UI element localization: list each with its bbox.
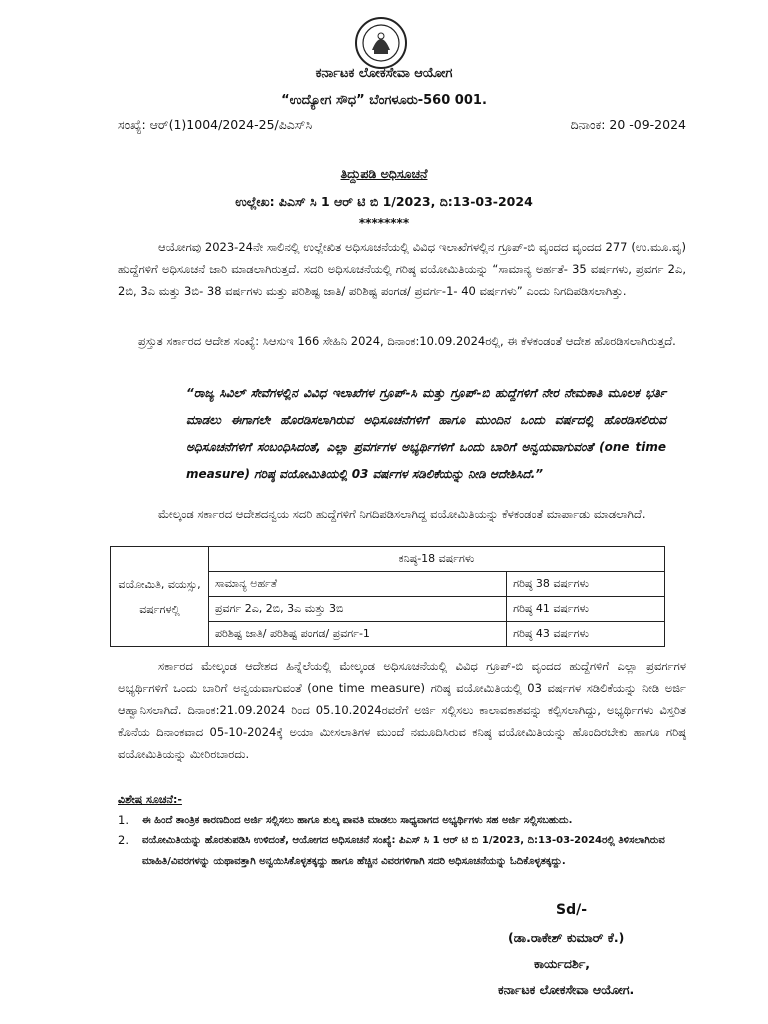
special-notes-title: ವಿಶೇಷ ಸೂಚನೆ:- xyxy=(118,793,182,806)
notice-subject: ಉಲ್ಲೇಖ: ಪಿಎಸ್ ಸಿ 1 ಆರ್ ಟಿ ಬಿ 1/2023, ದಿ:13-03-2024 xyxy=(235,194,533,209)
notice-title xyxy=(0,166,768,182)
signatory-name: (ಡಾ.ರಾಕೇಶ್ ಕುಮಾರ್ ಕೆ.) xyxy=(508,930,625,945)
max-age-cell: ಗರಿಷ್ಠ 41 ವರ್ಷಗಳು xyxy=(507,597,665,622)
note-text: ಈ ಹಿಂದೆ ತಾಂತ್ರಿಕ ಕಾರಣದಿಂದ ಅರ್ಜಿ ಸಲ್ಲಿಸಲು ಹಾಗೂ ಶುಲ್ಕ ಪಾವತಿ ಮಾಡಲು ಸಾಧ್ಯವಾಗದ ಅಭ್ಯರ್ಥಿಗಳು ಸಹ ಅರ್ಜಿ ಸಲ್ಲಿಸಬಹುದು. xyxy=(142,815,573,826)
category-cell: ಪ್ರವರ್ಗ 2ಎ, 2ಬಿ, 3ಎ ಮತ್ತು 3ಬಿ xyxy=(209,597,507,622)
signature-sd: Sd/- xyxy=(556,902,588,918)
government-order-quote: “ರಾಜ್ಯ ಸಿವಿಲ್ ಸೇವೆಗಳಲ್ಲಿನ ವಿವಿಧ ಇಲಾಖೆಗಳ ಗ್ರೂಪ್-ಸಿ ಮತ್ತು ಗ್ರೂಪ್-ಬಿ ಹುದ್ದೆಗಳಿಗೆ ನೇರ ನೇಮಕಾತಿ ಮೂಲಕ ಭರ್ತಿ ಮಾಡಲು ಈಗಾಗಲೇ ಹೊರಡಿಸಲಾಗಿರುವ ಅಧಿಸೂಚನೆಗಳಿಗೆ ಹಾಗೂ ಮುಂದಿನ ಒಂದು ವರ್ಷದಲ್ಲಿ ಹೊರಡಿಸಲಿರುವ ಅಧಿಸೂಚನೆಗಳಿಗೆ ಸಂಬಂಧಿಸಿದಂತೆ, ಎಲ್ಲಾ ಪ್ರವರ್ಗಗಳ ಅಭ್ಯರ್ಥಿಗಳಿಗೆ ಒಂದು ಬಾರಿಗೆ ಅನ್ವಯವಾಗುವಂತೆ (one time measure) ಗರಿಷ್ಠ ವಯೋಮಿತಿಯಲ್ಲಿ 03 ವರ್ಷಗಳ ಸಡಿಲಿಕೆಯನ್ನು ನೀಡಿ ಆದೇಶಿಸಿದೆ.” xyxy=(186,386,666,481)
paragraph-4: ಸರ್ಕಾರದ ಮೇಲ್ಕಂಡ ಆದೇಶದ ಹಿನ್ನೆಲೆಯಲ್ಲಿ ಮೇಲ್ಕಂಡ ಅಧಿಸೂಚನೆಯಲ್ಲಿ ವಿವಿಧ ಗ್ರೂಪ್-ಬಿ ವೃಂದದ ಹುದ್ದೆಗಳಿಗೆ ಎಲ್ಲಾ ಪ್ರವರ್ಗಗಳ ಅಭ್ಯರ್ಥಿಗಳಿಗೆ ಒಂದು ಬಾರಿಗೆ ಅನ್ವಯವಾಗುವಂತೆ (one time measure) ಗರಿಷ್ಠ ವಯೋಮಿತಿಯಲ್ಲಿ 03 ವರ್ಷಗಳ ಸಡಿಲಿಕೆಯನ್ನು ನೀಡಿ ಅರ್ಜಿ ಆಹ್ವಾನಿಸಲಾಗಿದೆ. ದಿನಾಂಕ:21.09.2024 ರಿಂದ 05.10.2024ರವರೆಗೆ ಅರ್ಜಿ ಸಲ್ಲಿಸಲು ಕಾಲಾವಕಾಶವನ್ನು ಕಲ್ಪಿಸಲಾಗಿದ್ದು, ಅಭ್ಯರ್ಥಿಗಳು ವಿಸ್ತರಿತ ಕೊನೆಯ ದಿನಾಂಕವಾದ 05-10-2024ಕ್ಕೆ ಅಯಾ ಮೀಸಲಾತಿಗಳ ಮುಂದೆ ನಮೂದಿಸಿರುವ ಕನಿಷ್ಠ ವಯೋಮಿತಿಯನ್ನು ಹೊಂದಿರಬೇಕು ಹಾಗೂ ಗರಿಷ್ಠ ವಯೋಮಿತಿಯನ್ನು ಮೀರಿರಬಾರದು. xyxy=(118,659,686,761)
list-item xyxy=(118,810,688,831)
karnataka-emblem-icon xyxy=(354,16,408,70)
paragraph-3: ಮೇಲ್ಕಂಡ ಸರ್ಕಾರದ ಆದೇಶದನ್ವಯ ಸದರಿ ಹುದ್ದೆಗಳಿಗೆ ನಿಗದಿಪಡಿಸಲಾಗಿದ್ದ ವಯೋಮಿತಿಯನ್ನು ಕೆಳಕಂಡಂತೆ ಮಾರ್ಪಾಡು ಮಾಡಲಾಗಿದೆ. xyxy=(158,507,646,521)
max-age-cell: ಗರಿಷ್ಠ 43 ವರ್ಷಗಳು xyxy=(507,622,665,647)
category-cell: ಪರಿಶಿಷ್ಟ ಜಾತಿ/ ಪರಿಶಿಷ್ಟ ಪಂಗಡ/ ಪ್ರವರ್ಗ-1 xyxy=(209,622,507,647)
notice-date: ದಿನಾಂಕ: 20 -09-2024 xyxy=(570,117,686,132)
separator-stars: ******** xyxy=(358,216,410,230)
note-text: ವಯೋಮಿತಿಯನ್ನು ಹೊರತುಪಡಿಸಿ ಉಳಿದಂತೆ, ಆಯೋಗದ ಅಧಿಸೂಚನೆ ಸಂಖ್ಯೆ: ಪಿಎಸ್ ಸಿ 1 ಆರ್ ಟಿ ಬಿ 1/2023, ದಿ:13-03-2024ರಲ್ಲಿ ತಿಳಿಸಲಾಗಿರುವ ಮಾಹಿತಿ/ವಿವರಗಳನ್ನು ಯಥಾವತ್ತಾಗಿ ಅನ್ವಯಿಸಿಕೊಳ್ಳತಕ್ಕದ್ದು ಹಾಗೂ ಹೆಚ್ಚಿನ ವಿವರಗಳಿಗಾಗಿ ಸದರಿ ಅಧಿಸೂಚನೆಯನ್ನು ಓದಿಕೊಳ್ಳತಕ್ಕದ್ದು. xyxy=(142,835,665,867)
max-age-cell: ಗರಿಷ್ಠ 38 ವರ್ಷಗಳು xyxy=(507,572,665,597)
signatory-designation: ಕಾರ್ಯದರ್ಶಿ, xyxy=(534,956,591,971)
list-item xyxy=(118,830,688,872)
age-row-header: ವಯೋಮಿತಿ, ವಯಸ್ಸು, ವರ್ಷಗಳಲ್ಲಿ xyxy=(111,547,209,647)
notice-title-text: ತಿದ್ದುಪಡಿ ಅಧಿಸೂಚನೆ xyxy=(340,166,428,181)
org-name: ಕರ್ನಾಟಕ ಲೋಕಸೇವಾ ಆಯೋಗ xyxy=(315,66,453,81)
note-number: 2. xyxy=(118,833,129,847)
signatory-org: ಕರ್ನಾಟಕ ಲೋಕಸೇವಾ ಆಯೋಗ. xyxy=(498,982,635,997)
paragraph-2: ಪ್ರಸ್ತುತ ಸರ್ಕಾರದ ಆದೇಶ ಸಂಖ್ಯೆ: ಸಿಆಸುಇ 166 ಸೇಹಿನಿ 2024, ದಿನಾಂಕ:10.09.2024ರಲ್ಲಿ, ಈ ಕೆಳಕಂಡಂತೆ ಆದೇಶ ಹೊರಡಿಸಲಾಗಿರುತ್ತದೆ. xyxy=(138,334,676,348)
reference-number: ಸಂಖ್ಯೆ: ಆರ್(1)1004/2024-25/ಪಿಎಸ್‌ಸಿ xyxy=(118,117,313,132)
category-cell: ಸಾಮಾನ್ಯ ಅರ್ಹತೆ xyxy=(209,572,507,597)
paragraph-1: ಆಯೋಗವು 2023-24ನೇ ಸಾಲಿನಲ್ಲಿ ಉಲ್ಲೇಖಿತ ಅಧಿಸೂಚನೆಯಲ್ಲಿ ವಿವಿಧ ಇಲಾಖೆಗಳಲ್ಲಿನ ಗ್ರೂಪ್-ಬಿ ವೃಂದದ ವೃಂದದ 277 (ಉ.ಮೂ.ವೃ) ಹುದ್ದೆಗಳಿಗೆ ಅಧಿಸೂಚನೆ ಜಾರಿ ಮಾಡಲಾಗಿರುತ್ತದೆ. ಸದರಿ ಅಧಿಸೂಚನೆಯಲ್ಲಿ ಗರಿಷ್ಠ ವಯೋಮಿತಿಯನ್ನು “ಸಾಮಾನ್ಯ ಅರ್ಹತೆ- 35 ವರ್ಷಗಳು, ಪ್ರವರ್ಗ 2ಎ, 2ಬಿ, 3ಎ ಮತ್ತು 3ಬಿ- 38 ವರ್ಷಗಳು ಮತ್ತು ಪರಿಶಿಷ್ಟ ಜಾತಿ/ ಪರಿಶಿಷ್ಟ ಪಂಗಡ/ ಪ್ರವರ್ಗ-1- 40 ವರ್ಷಗಳು” ಎಂದು ನಿಗದಿಪಡಿಸಲಾಗಿತ್ತು. xyxy=(118,240,686,298)
age-limit-table xyxy=(110,546,665,647)
min-age-cell: ಕನಿಷ್ಠ-18 ವರ್ಷಗಳು xyxy=(209,547,665,572)
note-number: 1. xyxy=(118,813,129,827)
org-address: “ಉದ್ಯೋಗ ಸೌಧ” ಬೆಂಗಳೂರು-560 001. xyxy=(281,93,487,108)
table-row xyxy=(111,547,665,572)
